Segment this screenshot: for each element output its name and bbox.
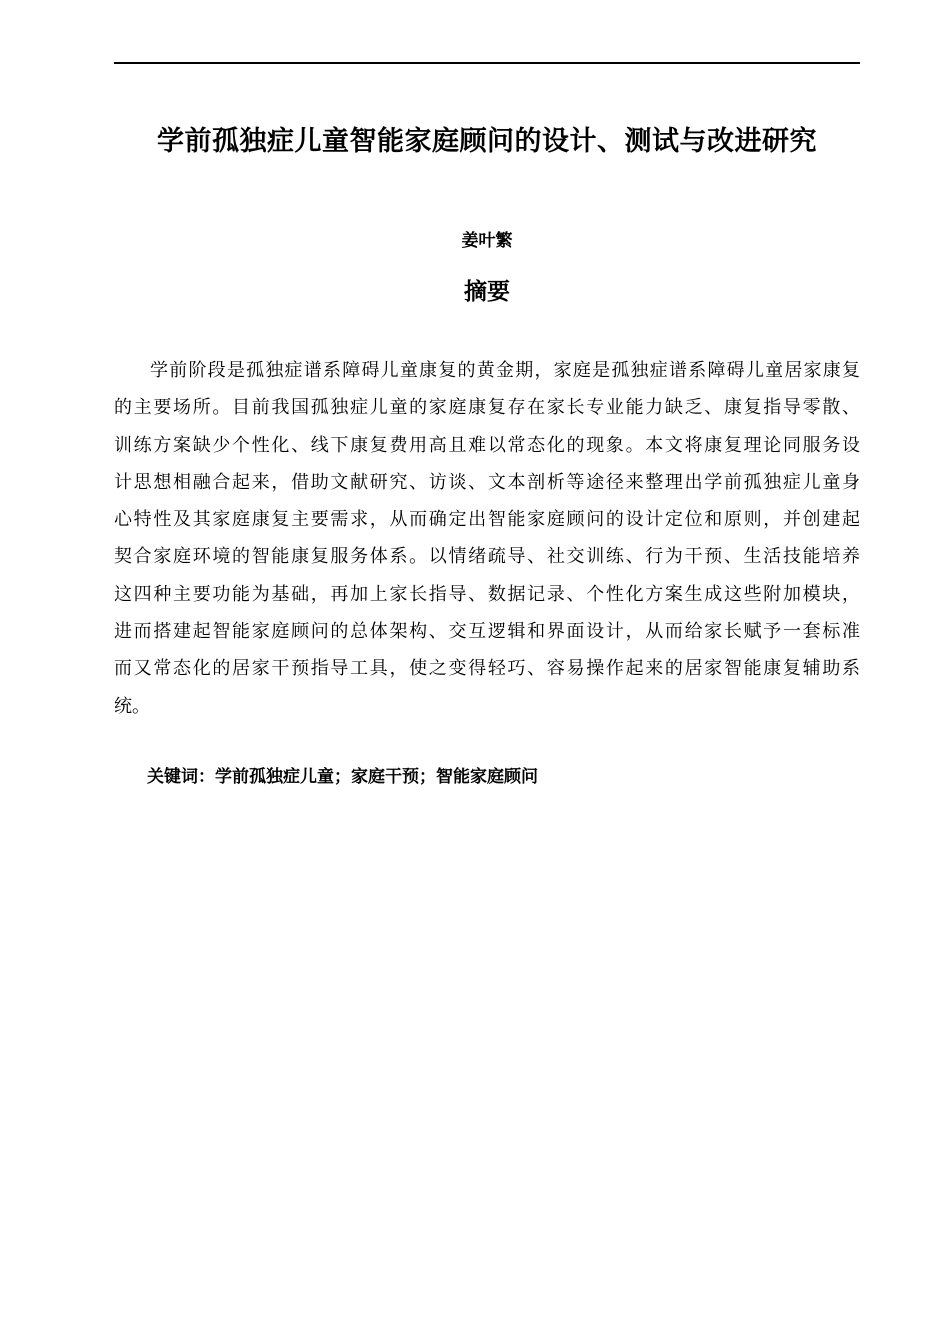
header-rule (114, 62, 860, 64)
abstract-line: 契合家庭环境的智能康复服务体系。以情绪疏导、社交训练、行为干预、生活技能培养 (114, 546, 860, 568)
paper-title: 学前孤独症儿童智能家庭顾问的设计、测试与改进研究 (157, 126, 817, 157)
keywords-line: 关键词：学前孤独症儿童；家庭干预；智能家庭顾问 (147, 767, 538, 787)
abstract-line: 心特性及其家庭康复主要需求，从而确定出智能家庭顾问的设计定位和原则，并创建起 (114, 509, 860, 531)
abstract-heading: 摘要 (464, 279, 510, 305)
abstract-line: 学前阶段是孤独症谱系障碍儿童康复的黄金期，家庭是孤独症谱系障碍儿童居家康复 (150, 360, 860, 381)
abstract-line: 的主要场所。目前我国孤独症儿童的家庭康复存在家长专业能力缺乏、康复指导零散、 (114, 397, 860, 419)
abstract-line: 统。 (114, 695, 150, 717)
abstract-body (114, 352, 860, 725)
abstract-line: 进而搭建起智能家庭顾问的总体架构、交互逻辑和界面设计，从而给家长赋予一套标准 (114, 621, 860, 643)
author-name: 姜叶繁 (461, 231, 513, 251)
abstract-line: 训练方案缺少个性化、线下康复费用高且难以常态化的现象。本文将康复理论同服务设 (114, 434, 860, 456)
abstract-line: 计思想相融合起来，借助文献研究、访谈、文本剖析等途径来整理出学前孤独症儿童身 (114, 471, 860, 493)
abstract-line: 而又常态化的居家干预指导工具，使之变得轻巧、容易操作起来的居家智能康复辅助系 (114, 658, 860, 680)
abstract-line: 这四种主要功能为基础，再加上家长指导、数据记录、个性化方案生成这些附加模块， (114, 583, 860, 605)
